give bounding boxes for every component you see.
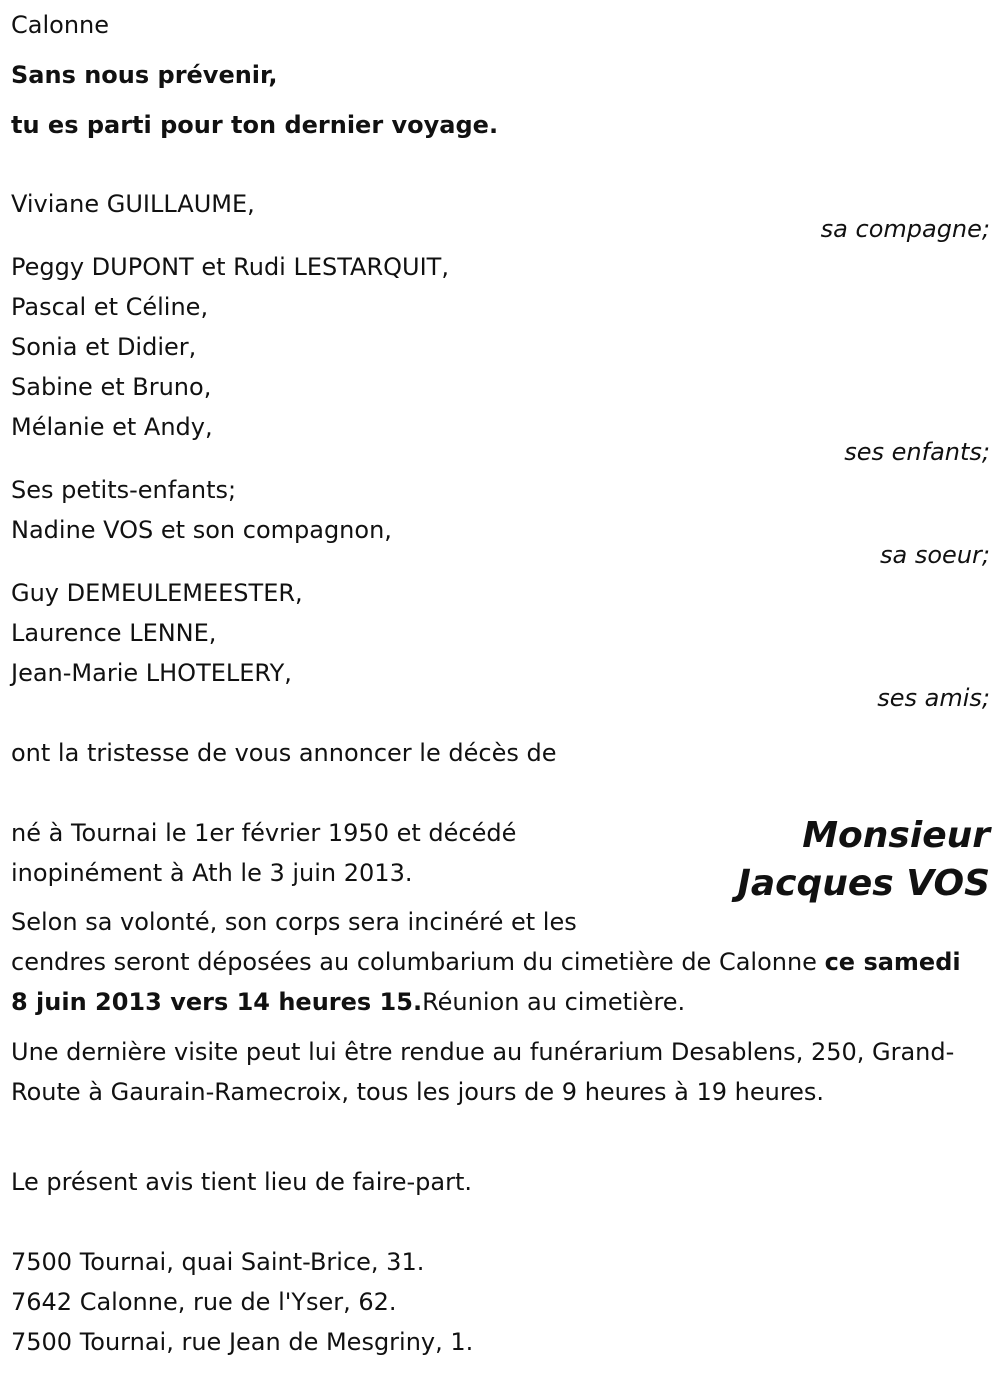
list-item: Sabine et Bruno, (11, 373, 212, 401)
sister-role: sa soeur; (880, 541, 990, 569)
address-line: 7642 Calonne, rue de l'Yser, 62. (11, 1288, 397, 1316)
list-item: Guy DEMEULEMEESTER, (11, 579, 303, 607)
grandchildren-line: Ses petits-enfants; (11, 476, 237, 504)
place-heading: Calonne (11, 11, 110, 39)
addresses-list (11, 1242, 473, 1362)
announcement-line: ont la tristesse de vous annoncer le décès de (11, 739, 557, 767)
list-item: Peggy DUPONT et Rudi LESTARQUIT, (11, 253, 449, 281)
notice-line: Le présent avis tient lieu de faire-part. (11, 1168, 473, 1196)
deceased-title: Monsieur (802, 815, 990, 856)
ceremony-date: ce samedi 8 juin 2013 vers 14 heures 15. (11, 948, 961, 1016)
list-item: Mélanie et Andy, (11, 413, 213, 441)
list-item: Sonia et Didier, (11, 333, 197, 361)
friends-role: ses amis; (877, 684, 990, 712)
children-list (11, 247, 449, 447)
verse-line-1: Sans nous prévenir, (11, 61, 278, 89)
birth-info (11, 813, 516, 893)
companion-role: sa compagne; (820, 215, 990, 243)
list-item: Laurence LENNE, (11, 619, 217, 647)
sister-name: Nadine VOS et son compagnon, (11, 516, 392, 544)
verse-line-2: tu es parti pour ton dernier voyage. (11, 111, 499, 139)
ceremony-meeting: Réunion au cimetière. (422, 988, 686, 1016)
deceased-name: Jacques VOS (737, 863, 990, 904)
visit-paragraph: Une dernière visite peut lui être rendue au funérarium Desablens, 250, Grand-Route à Gaurain-Ramecroix, tous les jours de 9 heures à 19 heures. (11, 1038, 955, 1106)
ceremony-text: cendres seront déposées au columbarium du cimetière de Calonne (11, 948, 825, 976)
birth-line-1: né à Tournai le 1er février 1950 et décédé (11, 819, 517, 847)
ceremony-details (11, 942, 971, 1022)
list-item: Pascal et Céline, (11, 293, 209, 321)
list-item: Jean-Marie LHOTELERY, (11, 659, 292, 687)
children-role: ses enfants; (844, 438, 990, 466)
ceremony-line-1: Selon sa volonté, son corps sera incinéré et les (11, 908, 577, 936)
companion-name: Viviane GUILLAUME, (11, 190, 255, 218)
address-line: 7500 Tournai, quai Saint-Brice, 31. (11, 1248, 425, 1276)
birth-line-2: inopinément à Ath le 3 juin 2013. (11, 859, 413, 887)
address-line: 7500 Tournai, rue Jean de Mesgriny, 1. (11, 1328, 474, 1356)
deceased-name-block (737, 812, 990, 908)
friends-list (11, 573, 303, 693)
